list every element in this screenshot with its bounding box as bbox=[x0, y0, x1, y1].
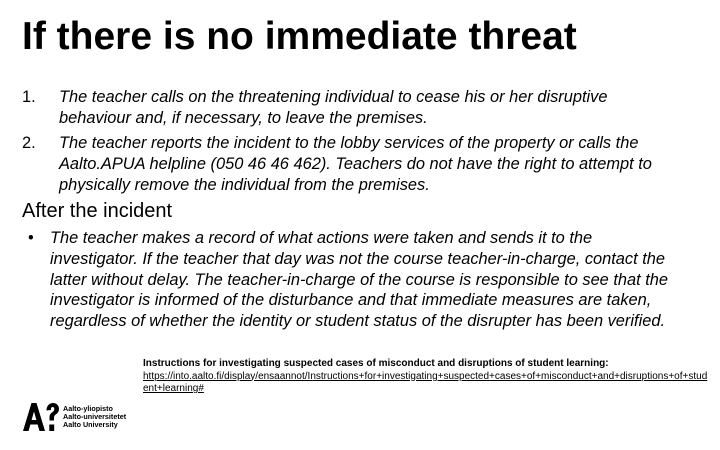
bullet-text: The teacher makes a record of what actions were taken and sends it to the investigator. If the teacher that day was not the course teacher-in-charge, contact the latter without delay. The teacher-in-charge of the course is responsible to see that the investigator is informed of the disturbance and that immediate measures are taken, regardless of whether the identity or student status of the disrupter has been verified. bbox=[50, 229, 669, 331]
section-heading: After the incident bbox=[22, 200, 173, 222]
item-text: The teacher reports the incident to the lobby services of the property or calls the Aalto.APUA helpline (050 46 46 462). Teachers do not have the right to attempt to physically remove the individual from the premises. bbox=[59, 134, 652, 194]
reference-link[interactable]: https://into.aalto.fi/display/ensaannot/Instructions+for+investigating+suspected+cases+of+misconduct+and+disruptions+of+student+learning# bbox=[143, 370, 708, 394]
reference-note bbox=[143, 358, 708, 396]
item-number: 1. bbox=[22, 88, 36, 106]
logo-line-en: Aalto University bbox=[63, 420, 118, 429]
item-text: The teacher calls on the threatening individual to cease his or her disruptive behaviour and, if necessary, to leave the premises. bbox=[59, 88, 608, 127]
bullet-marker: • bbox=[28, 229, 34, 247]
reference-title: Instructions for investigating suspected cases of misconduct and disruptions of student learning: bbox=[143, 358, 609, 369]
aalto-logo bbox=[22, 401, 182, 433]
logo-line-fi: Aalto-yliopisto bbox=[63, 404, 113, 413]
logo-line-sv: Aalto-universitetet bbox=[63, 412, 127, 421]
item-number: 2. bbox=[22, 134, 36, 152]
aalto-logo-icon bbox=[22, 401, 60, 433]
logo-wordmark bbox=[63, 405, 126, 429]
slide-title: If there is no immediate threat bbox=[22, 15, 577, 58]
